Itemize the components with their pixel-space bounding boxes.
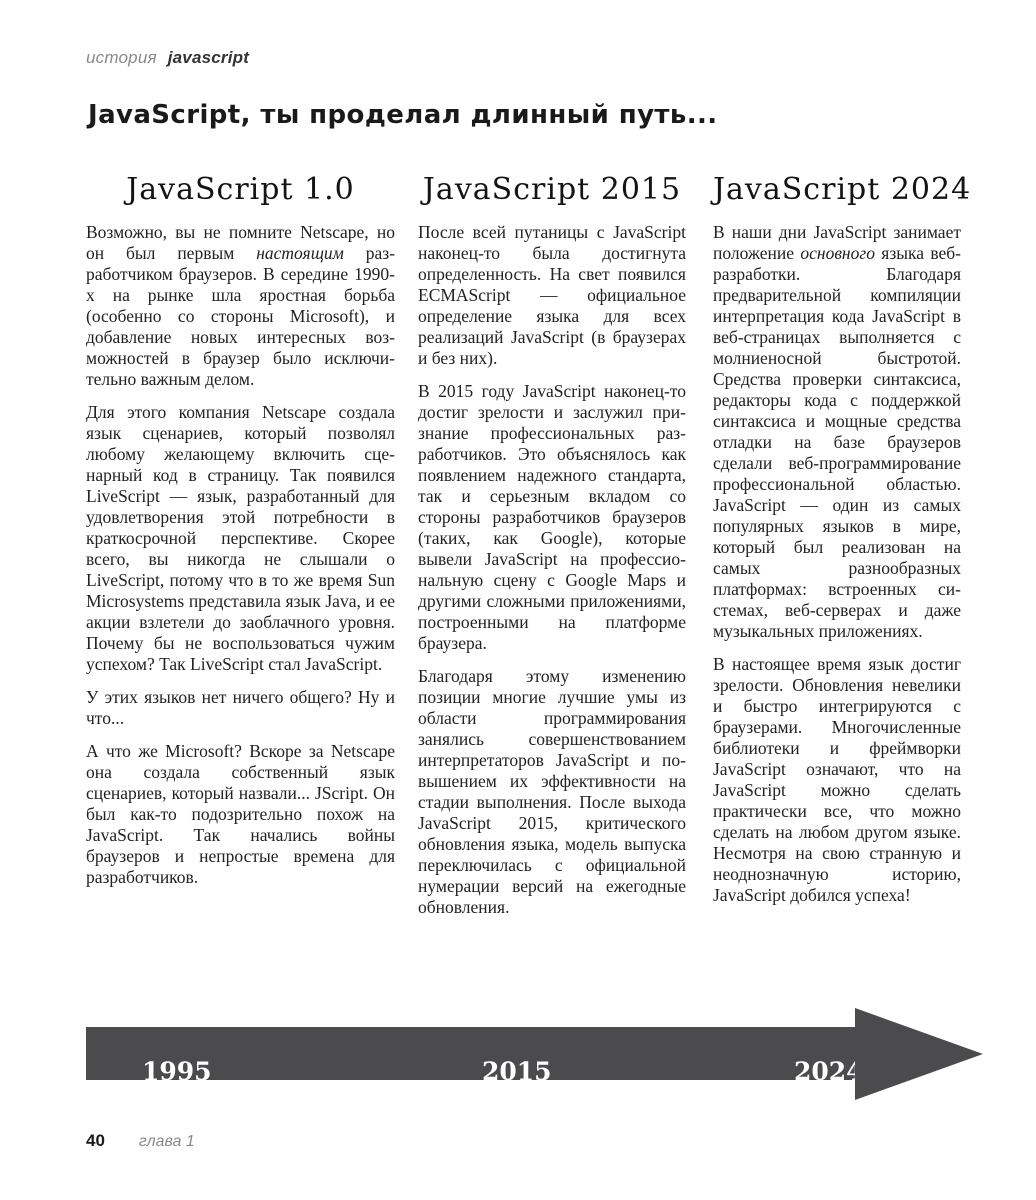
column-javascript-1-0 [86, 172, 395, 930]
column-body [713, 222, 961, 906]
paragraph [86, 687, 395, 729]
paragraph [86, 222, 395, 390]
paragraph-text: А что же Microsoft? Вскоре за Netscape она создала собственный язык сценариев, который назвали... JScript. Он был как-то подозрительно похож на JavaScript. Так начались войны браузеров и непростые времена для разработчиков. [86, 741, 395, 887]
timeline-bar [86, 1027, 864, 1086]
columns-container [86, 172, 972, 930]
paragraph [713, 222, 961, 642]
paragraph [418, 381, 686, 654]
column-heading: JavaScript 2024 [713, 172, 972, 207]
paragraph [418, 222, 686, 369]
timeline-arrowhead [855, 1008, 983, 1100]
column-javascript-2015 [418, 172, 686, 930]
paragraph-text: В настоящее время язык достиг зрелости. Обновления невелики и быстро интегрируются с браузерами. Многочисленные библиотеки и фреймворки JavaScript означают, что на JavaScript можно сделать практически все, что можно сделать на любом другом языке. Несмотря на свою странную и неоднозначную историю, JavaScript добился успеха! [713, 654, 961, 905]
paragraph-text: У этих языков нет ничего общего? Ну и что... [86, 687, 395, 728]
paragraph-text: языка веб-разработки. Благодаря предварительной компиляции интерпретация кода JavaScript в веб-страницах выполняется с молниеносной быстротой. Средства проверки синтаксиса, редакторы кода с поддержкой синтаксиса и мощные средства отладки на базе браузеров сделали веб-программирование профессиональной областью. JavaScript — один из самых популярных языков в мире, который был реализован на самых разнообразных платформах: встроенных системах, веб-серверах и даже музыкальных приложениях. [713, 243, 961, 641]
paragraph [86, 741, 395, 888]
paragraph-text: В наши дни JavaScript занимает положение [713, 222, 961, 263]
paragraph-text: После всей путаницы с JavaScript наконец-то была достигнута определенность. На свет появился ECMAScript — официальное определение языка для всех реализаций JavaScript (в браузерах и без них). [418, 222, 686, 368]
paragraph [86, 402, 395, 675]
page-title: JavaScript, ты проделал длинный путь... [88, 100, 718, 130]
chapter-label: глава 1 [138, 1133, 195, 1150]
timeline-year-1995: 1995 [142, 1057, 212, 1086]
paragraph [418, 666, 686, 918]
column-body [86, 222, 395, 888]
timeline-year-2024: 2024 [794, 1057, 864, 1086]
paragraph-text: Возможно, вы не помните Netscape, но он был первым [86, 222, 395, 263]
running-head [86, 48, 249, 68]
timeline-arrow [86, 1008, 986, 1100]
column-javascript-2024 [713, 172, 972, 930]
paragraph-text: разработчиком браузеров. В середине 1990-х на рынке шла яростная борьба (особенно со стороны Microsoft), и добавление новых интересных возможностей в браузер было исключительно важным делом. [86, 243, 395, 389]
paragraph-emphasis: настоящим [256, 243, 344, 263]
column-heading: JavaScript 2015 [422, 172, 682, 207]
paragraph [713, 654, 961, 906]
column-heading: JavaScript 1.0 [126, 172, 355, 207]
running-head-category: история [86, 48, 157, 67]
paragraph-text: Для этого компания Netscape создала язык сценариев, который позволял любому желающему включить сценарный код в страницу. Так появился LiveScript — язык, разработанный для удовлетворения этой потребности в краткосрочной перспективе. Скорее всего, вы никогда не слышали о LiveScript, потому что в то же время Sun Microsystems представила язык Java, и ее акции взлетели до заоблачного уровня. Почему бы не воспользоваться чужим успехом? Так LiveScript стал JavaScript. [86, 402, 395, 674]
column-body [418, 222, 686, 918]
paragraph-emphasis: основного [800, 243, 875, 263]
running-head-topic: javascript [167, 48, 250, 67]
page-number: 40 [86, 1131, 105, 1150]
paragraph-text: Благодаря этому изменению позиции многие лучшие умы из области программирования занялись совершенствованием интерпретаторов JavaScript и повышением их эффективности на стадии выполнения. После выхода JavaScript 2015, критического обновления языка, модель выпуска переключилась с официальной нумерации версий на ежегодные обновления. [418, 666, 686, 917]
page-footer [86, 1131, 195, 1151]
paragraph-text: В 2015 году JavaScript наконец-то достиг зрелости и заслужил признание профессиональных разработчиков. Это объяснялось как появлением надежного стандарта, так и серьезным вкладом со стороны разработчиков браузеров (таких, как Google), которые вывели JavaScript на профессиональную сцену с Google Maps и другими сложными приложениями, построенными на платформе браузера. [418, 381, 686, 653]
timeline-year-2015: 2015 [482, 1057, 552, 1086]
